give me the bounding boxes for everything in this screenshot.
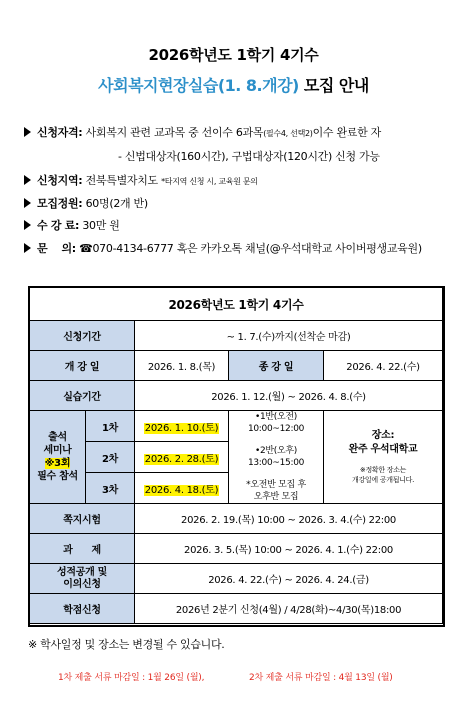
end-label: 종 강 일 bbox=[229, 351, 324, 381]
round-2-date: 2026. 2. 28.(토) bbox=[144, 453, 219, 465]
seminar-label-line1: 출석 bbox=[48, 432, 67, 443]
table-title: 2026학년도 1학기 4기수 bbox=[30, 288, 443, 321]
subtitle-rest: 모집 안내 bbox=[298, 76, 369, 95]
capacity-label: 모집정원: bbox=[37, 197, 83, 210]
capacity-text: 60명(2개 반) bbox=[82, 197, 148, 210]
table-row bbox=[30, 351, 443, 381]
qualification-text2: 이수 완료한 자 bbox=[312, 126, 381, 139]
region-small: *타지역 신청 시, 교육원 문의 bbox=[161, 177, 258, 186]
bullet-arrow-icon bbox=[24, 220, 31, 230]
seminar-label bbox=[30, 411, 86, 504]
region-text: 전북특별자치도 bbox=[82, 174, 162, 187]
apply-period-label: 신청기간 bbox=[30, 321, 135, 351]
apply-period-value: ~ 1. 7.(수)까지(선착순 마감) bbox=[135, 321, 443, 351]
class-am-label: •1반(오전) bbox=[254, 412, 298, 422]
qualification-sub: - 신법대상자(160시간), 구법대상자(120시간) 신청 가능 bbox=[118, 150, 380, 163]
grade-label bbox=[30, 564, 135, 594]
place-note-line1: ※정확한 장소는 bbox=[359, 466, 407, 474]
region-label: 신청지역: bbox=[37, 174, 83, 187]
class-pm-label: •2반(오후) bbox=[254, 446, 298, 456]
class-pm-time: 13:00~15:00 bbox=[247, 458, 305, 468]
contact-label: 문 의: bbox=[37, 242, 76, 255]
place-note-line2: 개강일에 공개됩니다. bbox=[352, 476, 415, 484]
table-title-row bbox=[30, 288, 443, 321]
seminar-label-line3: ※3회 bbox=[44, 458, 71, 469]
assignment-value: 2026. 3. 5.(목) 10:00 ~ 2026. 4. 1.(수) 22:00 bbox=[135, 534, 443, 564]
deadline-1: 1차 제출 서류 마감일 : 1월 26일 (월), bbox=[58, 673, 205, 683]
seminar-label-line4: 필수 참석 bbox=[37, 471, 78, 482]
quiz-label: 쪽지시험 bbox=[30, 504, 135, 534]
fee-label: 수 강 료: bbox=[37, 219, 80, 232]
start-value: 2026. 1. 8.(목) bbox=[135, 351, 229, 381]
round-3-label: 3차 bbox=[86, 473, 135, 504]
enroll-label: 학점신청 bbox=[30, 594, 135, 624]
qualification-text1: 사회복지 관련 교과목 중 선이수 6과목 bbox=[82, 126, 264, 139]
class-times bbox=[229, 411, 324, 504]
place-value: 완주 우석대학교 bbox=[348, 444, 418, 455]
round-2-label: 2차 bbox=[86, 442, 135, 473]
place-cell bbox=[324, 411, 443, 504]
phone-icon: ☎ bbox=[79, 242, 93, 255]
info-fee bbox=[24, 217, 120, 233]
quiz-value: 2026. 2. 19.(목) 10:00 ~ 2026. 3. 4.(수) 22:00 bbox=[135, 504, 443, 534]
table-row bbox=[30, 564, 443, 594]
round-1-date: 2026. 1. 10.(토) bbox=[144, 422, 219, 434]
info-contact bbox=[24, 240, 422, 256]
table-row bbox=[30, 321, 443, 351]
info-capacity bbox=[24, 195, 148, 211]
grade-value: 2026. 4. 22.(수) ~ 2026. 4. 24.(금) bbox=[135, 564, 443, 594]
info-region bbox=[24, 172, 258, 188]
class-note-line1: *오전반 모집 후 bbox=[246, 480, 306, 490]
table-row bbox=[30, 534, 443, 564]
deadline-2: 2차 제출 서류 마감일 : 4월 13일 (월) bbox=[249, 673, 393, 683]
practice-label: 실습기간 bbox=[30, 381, 135, 411]
assignment-label: 과 제 bbox=[30, 534, 135, 564]
round-3-date-cell bbox=[135, 473, 229, 504]
fee-text: 30만 원 bbox=[79, 219, 120, 232]
qualification-small: (필수4, 선택2) bbox=[263, 129, 313, 138]
page-subtitle bbox=[0, 73, 467, 96]
subtitle-accent: 사회복지현장실습(1. 8.개강) bbox=[98, 76, 299, 95]
class-note-line2: 오후반 모집 bbox=[253, 492, 299, 502]
table-row bbox=[30, 594, 443, 624]
round-2-date-cell bbox=[135, 442, 229, 473]
page-title: 2026학년도 1학기 4기수 bbox=[148, 46, 319, 64]
qualification-label: 신청자격: bbox=[37, 126, 83, 139]
schedule-table bbox=[29, 287, 443, 624]
round-1-label: 1차 bbox=[86, 411, 135, 442]
practice-value: 2026. 1. 12.(월) ~ 2026. 4. 8.(수) bbox=[135, 381, 443, 411]
grade-label-line2: 이의신청 bbox=[63, 578, 101, 590]
seminar-row-1 bbox=[30, 411, 443, 442]
bullet-arrow-icon bbox=[24, 243, 31, 253]
table-row bbox=[30, 504, 443, 534]
contact-text: 070-4134-6777 혹은 카카오톡 채널(@우석대학교 사이버평생교육원) bbox=[92, 242, 422, 255]
place-label: 장소: bbox=[371, 430, 395, 441]
schedule-change-note: ※ 학사일정 및 장소는 변경될 수 있습니다. bbox=[28, 638, 225, 651]
bullet-arrow-icon bbox=[24, 175, 31, 185]
seminar-label-line2: 세미나 bbox=[43, 445, 72, 456]
bullet-arrow-icon bbox=[24, 127, 31, 137]
grade-label-line1: 성적공개 및 bbox=[57, 566, 107, 578]
start-label: 개 강 일 bbox=[30, 351, 135, 381]
end-value: 2026. 4. 22.(수) bbox=[324, 351, 443, 381]
table-row bbox=[30, 381, 443, 411]
round-1-date-cell bbox=[135, 411, 229, 442]
info-qualification bbox=[24, 124, 381, 140]
enroll-value: 2026년 2분기 신청(4월) / 4/28(화)~4/30(목)18:00 bbox=[135, 594, 443, 624]
round-3-date: 2026. 4. 18.(토) bbox=[144, 484, 219, 496]
class-am-time: 10:00~12:00 bbox=[247, 424, 305, 434]
bullet-arrow-icon bbox=[24, 198, 31, 208]
